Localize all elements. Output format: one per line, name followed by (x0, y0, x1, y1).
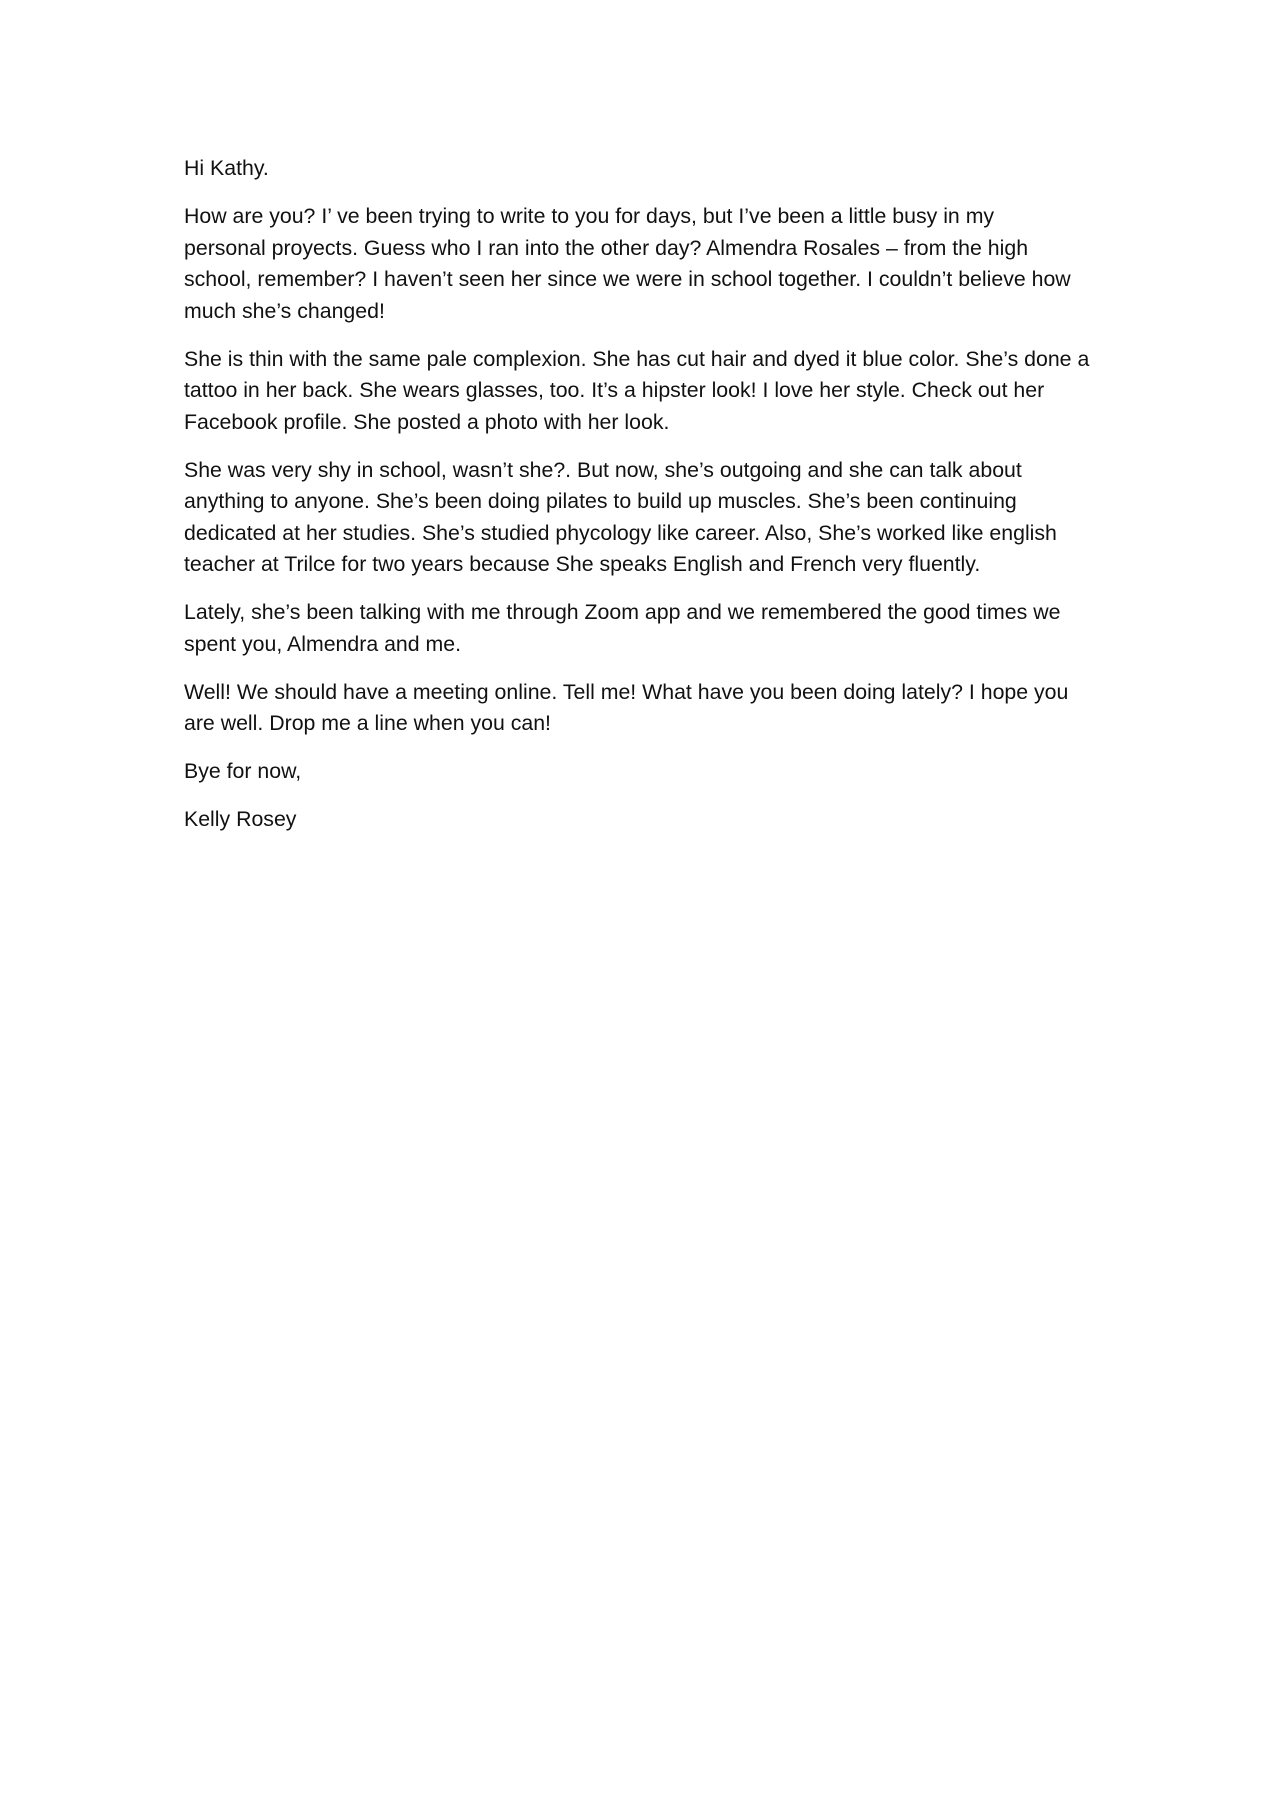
letter-body (184, 153, 1104, 852)
paragraph-line: How are you? I’ ve been trying to write to you for days, but I’ve been a little busy in my (184, 204, 995, 228)
paragraph-line: dedicated at her studies. She’s studied phycology like career. Also, She’s worked like english (184, 520, 1057, 545)
paragraph-line: Facebook profile. She posted a photo with her look. (184, 409, 670, 434)
paragraph-line: personal proyects. Guess who I ran into the other day? Almendra Rosales – from the high (184, 235, 1029, 260)
paragraph-line: She is thin with the same pale complexion. She has cut hair and dyed it blue color. She’s done a (184, 346, 1090, 371)
signature: Kelly Rosey (184, 807, 297, 831)
paragraph-2 (184, 344, 1104, 439)
paragraph-line: tattoo in her back. She wears glasses, too. It’s a hipster look! I love her style. Check out her (184, 378, 1045, 402)
paragraph-5 (184, 677, 1104, 740)
paragraph-line: She was very shy in school, wasn’t she?. But now, she’s outgoing and she can talk about (184, 457, 1022, 482)
paragraph-3 (184, 455, 1104, 581)
paragraph-line: Well! We should have a meeting online. Tell me! What have you been doing lately? I hope you (184, 679, 1069, 704)
paragraph-line: are well. Drop me a line when you can! (184, 711, 551, 735)
paragraph-line: school, remember? I haven’t seen her since we were in school together. I couldn’t believe how (184, 267, 1071, 291)
paragraph-line: much she’s changed! (184, 298, 385, 323)
paragraph-1 (184, 201, 1104, 327)
paragraph-4 (184, 597, 1104, 660)
paragraph-line: spent you, Almendra and me. (184, 631, 462, 656)
greeting: Hi Kathy. (184, 156, 269, 180)
paragraph-line: anything to anyone. She’s been doing pilates to build up muscles. She’s been continuing (184, 489, 1017, 513)
paragraph-line: teacher at Trilce for two years because She speaks English and French very fluently. (184, 552, 981, 576)
closing: Bye for now, (184, 759, 302, 783)
paragraph-line: Lately, she’s been talking with me through Zoom app and we remembered the good times we (184, 600, 1061, 624)
